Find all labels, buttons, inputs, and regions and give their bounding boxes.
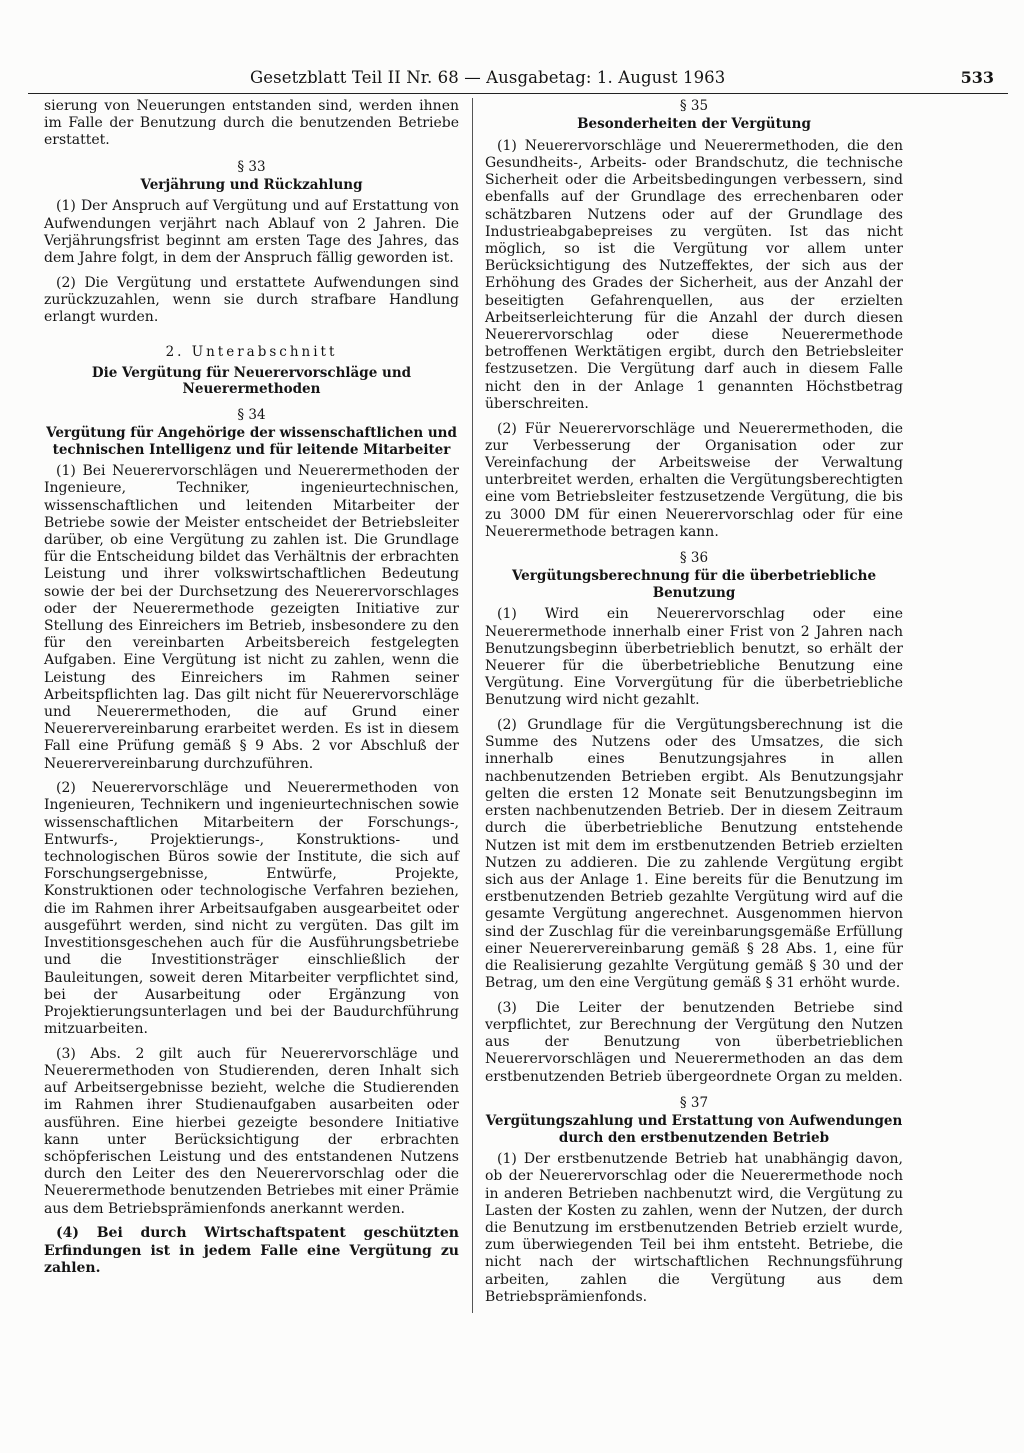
section-35-number: § 35 [679,98,709,114]
header-title: Gesetzblatt Teil II Nr. 68 — Ausgabetag: 1. August 1963 [250,68,726,87]
page-number: 533 [960,68,994,87]
section-36-paragraph-2: (2) Grundlage für die Vergütungsberechnung ist die Summe des Nutzens oder des Umsatzes, die sich innerhalb eines Benutzungsjahres in allen nachbenutzenden Betrieben ergibt. Als Benutzungsjahr gelten die ersten 12 Monate seit Benutzungsbeginn im ersten nachbenutzenden Betrieb. Der in diesem Zeitraum durch die überbetriebliche Benutzung entstehende Nutzen ist mit dem im erstbenutzenden Betrieb erzielten Nutzen zu addieren. Die zu zahlende Vergütung ergibt sich aus der Anlage 1. Eine bereits für die Benutzung im erstbenutzenden Betrieb gezahlte Vergütung wird auf die gesamte Vergütung angerechnet. Ausgenommen hiervon sind der Zuschlag für die vereinbarungsgemäße Erfüllung einer Neuerervereinbarung gemäß § 28 Abs. 1, eine für die Realisierung gezahlte Vergütung gemäß § 30 und der Betrag, um den eine Vergütung gemäß § 31 erhöht wurde. [485,717,903,992]
section-36-title: Vergütungsberechnung für die überbetriebliche Benutzung [511,568,877,601]
section-35-title: Besonderheiten der Vergütung [577,116,811,133]
section-37-paragraph-1: (1) Der erstbenutzende Betrieb hat unabhängig davon, ob der Neuerervorschlag oder die Neuerermethode noch in anderen Betrieben nachbenutzt wird, die Vergütung zu Lasten der Kosten zu zahlen, wenn der Nutzen, der durch die Benutzung im erstbenutzenden Betrieb erzielt wurde, zum überwiegenden Teil bei ihm entsteht. Betriebe, die nicht nach der wirtschaftlichen Rechnungsführung arbeiten, zahlen die Vergütung aus dem Betriebsprämienfonds. [485,1151,903,1305]
section-34-paragraph-4: (4) Bei durch Wirtschaftspatent geschützten Erfindungen ist in jedem Falle eine Vergütung zu zahlen. [44,1225,459,1276]
section-34-paragraph-2: (2) Neuerervorschläge und Neuerermethoden von Ingenieuren, Technikern und ingenieurtechnischen sowie wissenschaftlichen Mitarbeitern der Forschungs-, Entwurfs-, Projektierungs-, Konstruktions- und technologischen Büros sowie der Institute, die sich auf Forschungsergebnisse, Entwürfe, Projekte, Konstruktionen oder technologische Verfahren beziehen, die im Rahmen ihrer Arbeitsaufgaben ausgearbeitet oder ausgeführt werden, sind nicht zu vergüten. Das gilt im Investitionsgeschehen auch für die Ausführungsbetriebe und die Investitionsträger einschließlich der Bauleitungen, soweit deren Mitarbeiter verpflichtet sind, bei der Ausarbeitung oder Ergänzung von Projektierungsunterlagen und bei der Baudurchführung mitzuarbeiten. [44,780,459,1038]
section-34-paragraph-3: (3) Abs. 2 gilt auch für Neuerervorschläge und Neuerermethoden von Studierenden, deren Inhalt sich auf Arbeitsergebnisse bezieht, welche die Studierenden im Rahmen ihrer Studienaufgaben ausarbeiten oder ausführen. Eine hierbei gezeigte besondere Initiative kann unter Berücksichtigung der erbrachten schöpferischen Leistung und des entstandenen Nutzens durch den Leiter des den Neuerervorschlag oder die Neuerermethode benutzenden Betriebes mit einer Prämie aus dem Betriebsprämienfonds anerkannt werden. [44,1045,459,1217]
page-header [28,65,1008,94]
subsection-label: 2. Unterabschnitt [165,344,338,361]
section-33-number: § 33 [237,158,266,175]
section-36-paragraph-3: (3) Die Leiter der benutzenden Betriebe sind verpflichtet, zur Berechnung der Vergütung den Nutzen aus der Benutzung von überbetrieblichen Neuerervorschlägen und Neuerermethoden an das dem erstbenutzenden Betrieb übergeordnete Organ zu melden. [485,999,903,1085]
section-35-paragraph-1: (1) Neuerervorschläge und Neuerermethoden, die den Gesundheits-, Arbeits- oder Brandschutz, die technische Sicherheit oder die Arbeitsbedingungen verbessern, sind ebenfalls auf der Grundlage des errechenbaren oder schätzbaren Nutzens oder auf der Grundlage des Industrieabgabepreises zu vergüten. Ist das nicht möglich, so ist die Vergütung vor allem unter Berücksichtigung des Nutzeffektes, der sich aus der Erhöhung des Grades der Sicherheit, aus der Anzahl der beseitigten Gefahrenquellen, aus der erzielten Arbeitserleichterung für die Anzahl der durch diesen Neuerervorschlag oder diese Neuerermethode betroffenen Werktätigen ergibt, durch den Betriebsleiter festzusetzen. Die Vergütung darf auch in diesem Falle nicht den in der Anlage 1 genannten Höchstbetrag überschreiten. [485,137,903,412]
section-33-paragraph-1: (1) Der Anspruch auf Vergütung und auf Erstattung von Aufwendungen verjährt nach Ablauf von 2 Jahren. Die Verjährungsfrist beginnt am ersten Tage des Jahres, das dem Jahre folgt, in dem der Anspruch fällig geworden ist. [44,198,459,267]
column-divider [472,98,473,1313]
section-33-paragraph-2: (2) Die Vergütung und erstattete Aufwendungen sind zurückzuzahlen, wenn sie durch strafbare Handlung erlangt wurden. [44,274,459,326]
section-34-title: Vergütung für Angehörige der wissenschaftlichen und technischen Intelligenz und für leitende Mitarbeiter [46,424,457,458]
section-33-title: Verjährung und Rückzahlung [140,176,363,193]
section-37-title: Vergütungszahlung und Erstattung von Aufwendungen durch den erstbenutzenden Betrieb [485,1113,903,1146]
continued-paragraph: sierung von Neuerungen entstanden sind, werden ihnen im Falle der Benutzung durch die benutzenden Betriebe erstattet. [44,98,459,149]
section-34-number: § 34 [237,406,266,423]
subsection-title: Die Vergütung für Neuerervorschläge und Neuerermethoden [91,364,412,398]
section-37-number: § 37 [679,1094,709,1111]
right-column [485,98,903,1314]
section-36-number: § 36 [679,549,709,566]
section-36-paragraph-1: (1) Wird ein Neuerervorschlag oder eine Neuerermethode innerhalb einer Frist von 2 Jahren nach Benutzungsbeginn überbetrieblich benutzt, so erhält der Neuerer für die überbetriebliche Benutzung eine Vergütung. Eine Vorvergütung für die überbetriebliche Benutzung wird nicht gezahlt. [485,606,903,709]
section-35-paragraph-2: (2) Für Neuerervorschläge und Neuerermethoden, die zur Verbesserung der Organisation oder zur Vereinfachung der Arbeitsweise der Verwaltung unterbreitet werden, erhalten die Vergütungsberechtigten eine vom Betriebsleiter festzusetzende Vergütung, die bis zu 3000 DM für einen Neuerervorschlag oder für eine Neuerermethode betragen kann. [485,420,903,540]
section-34-paragraph-1: (1) Bei Neuerervorschlägen und Neuerermethoden der Ingenieure, Techniker, ingenieurtechnischen, wissenschaftlichen und leitenden Mitarbeiter der Betriebe sowie der Meister entscheidet der Betriebsleiter darüber, ob eine Vergütung zu zahlen ist. Die Grundlage für die Entscheidung bildet das Verhältnis der erbrachten Leistung und ihrer volkswirtschaftlichen Bedeutung sowie der bei der Durchsetzung des Neuerervorschlages oder der Neuerermethode gezeigten Initiative zur Stellung des Einreichers im Betrieb, insbesondere zu den für den vereinbarten Arbeitsbereich festgelegten Aufgaben. Eine Vergütung ist nicht zu zahlen, wenn die Leistung des Einreichers im Rahmen seiner Arbeitspflichten lag. Das gilt nicht für Neuerervorschläge und Neuerermethoden, die auf Grund einer Neuerervereinbarung erarbeitet werden. Es ist in diesem Fall eine Prüfung gemäß § 9 Abs. 2 vor Abschluß der Neuerervereinbarung durchzuführen. [44,463,459,772]
left-column [44,98,459,1284]
